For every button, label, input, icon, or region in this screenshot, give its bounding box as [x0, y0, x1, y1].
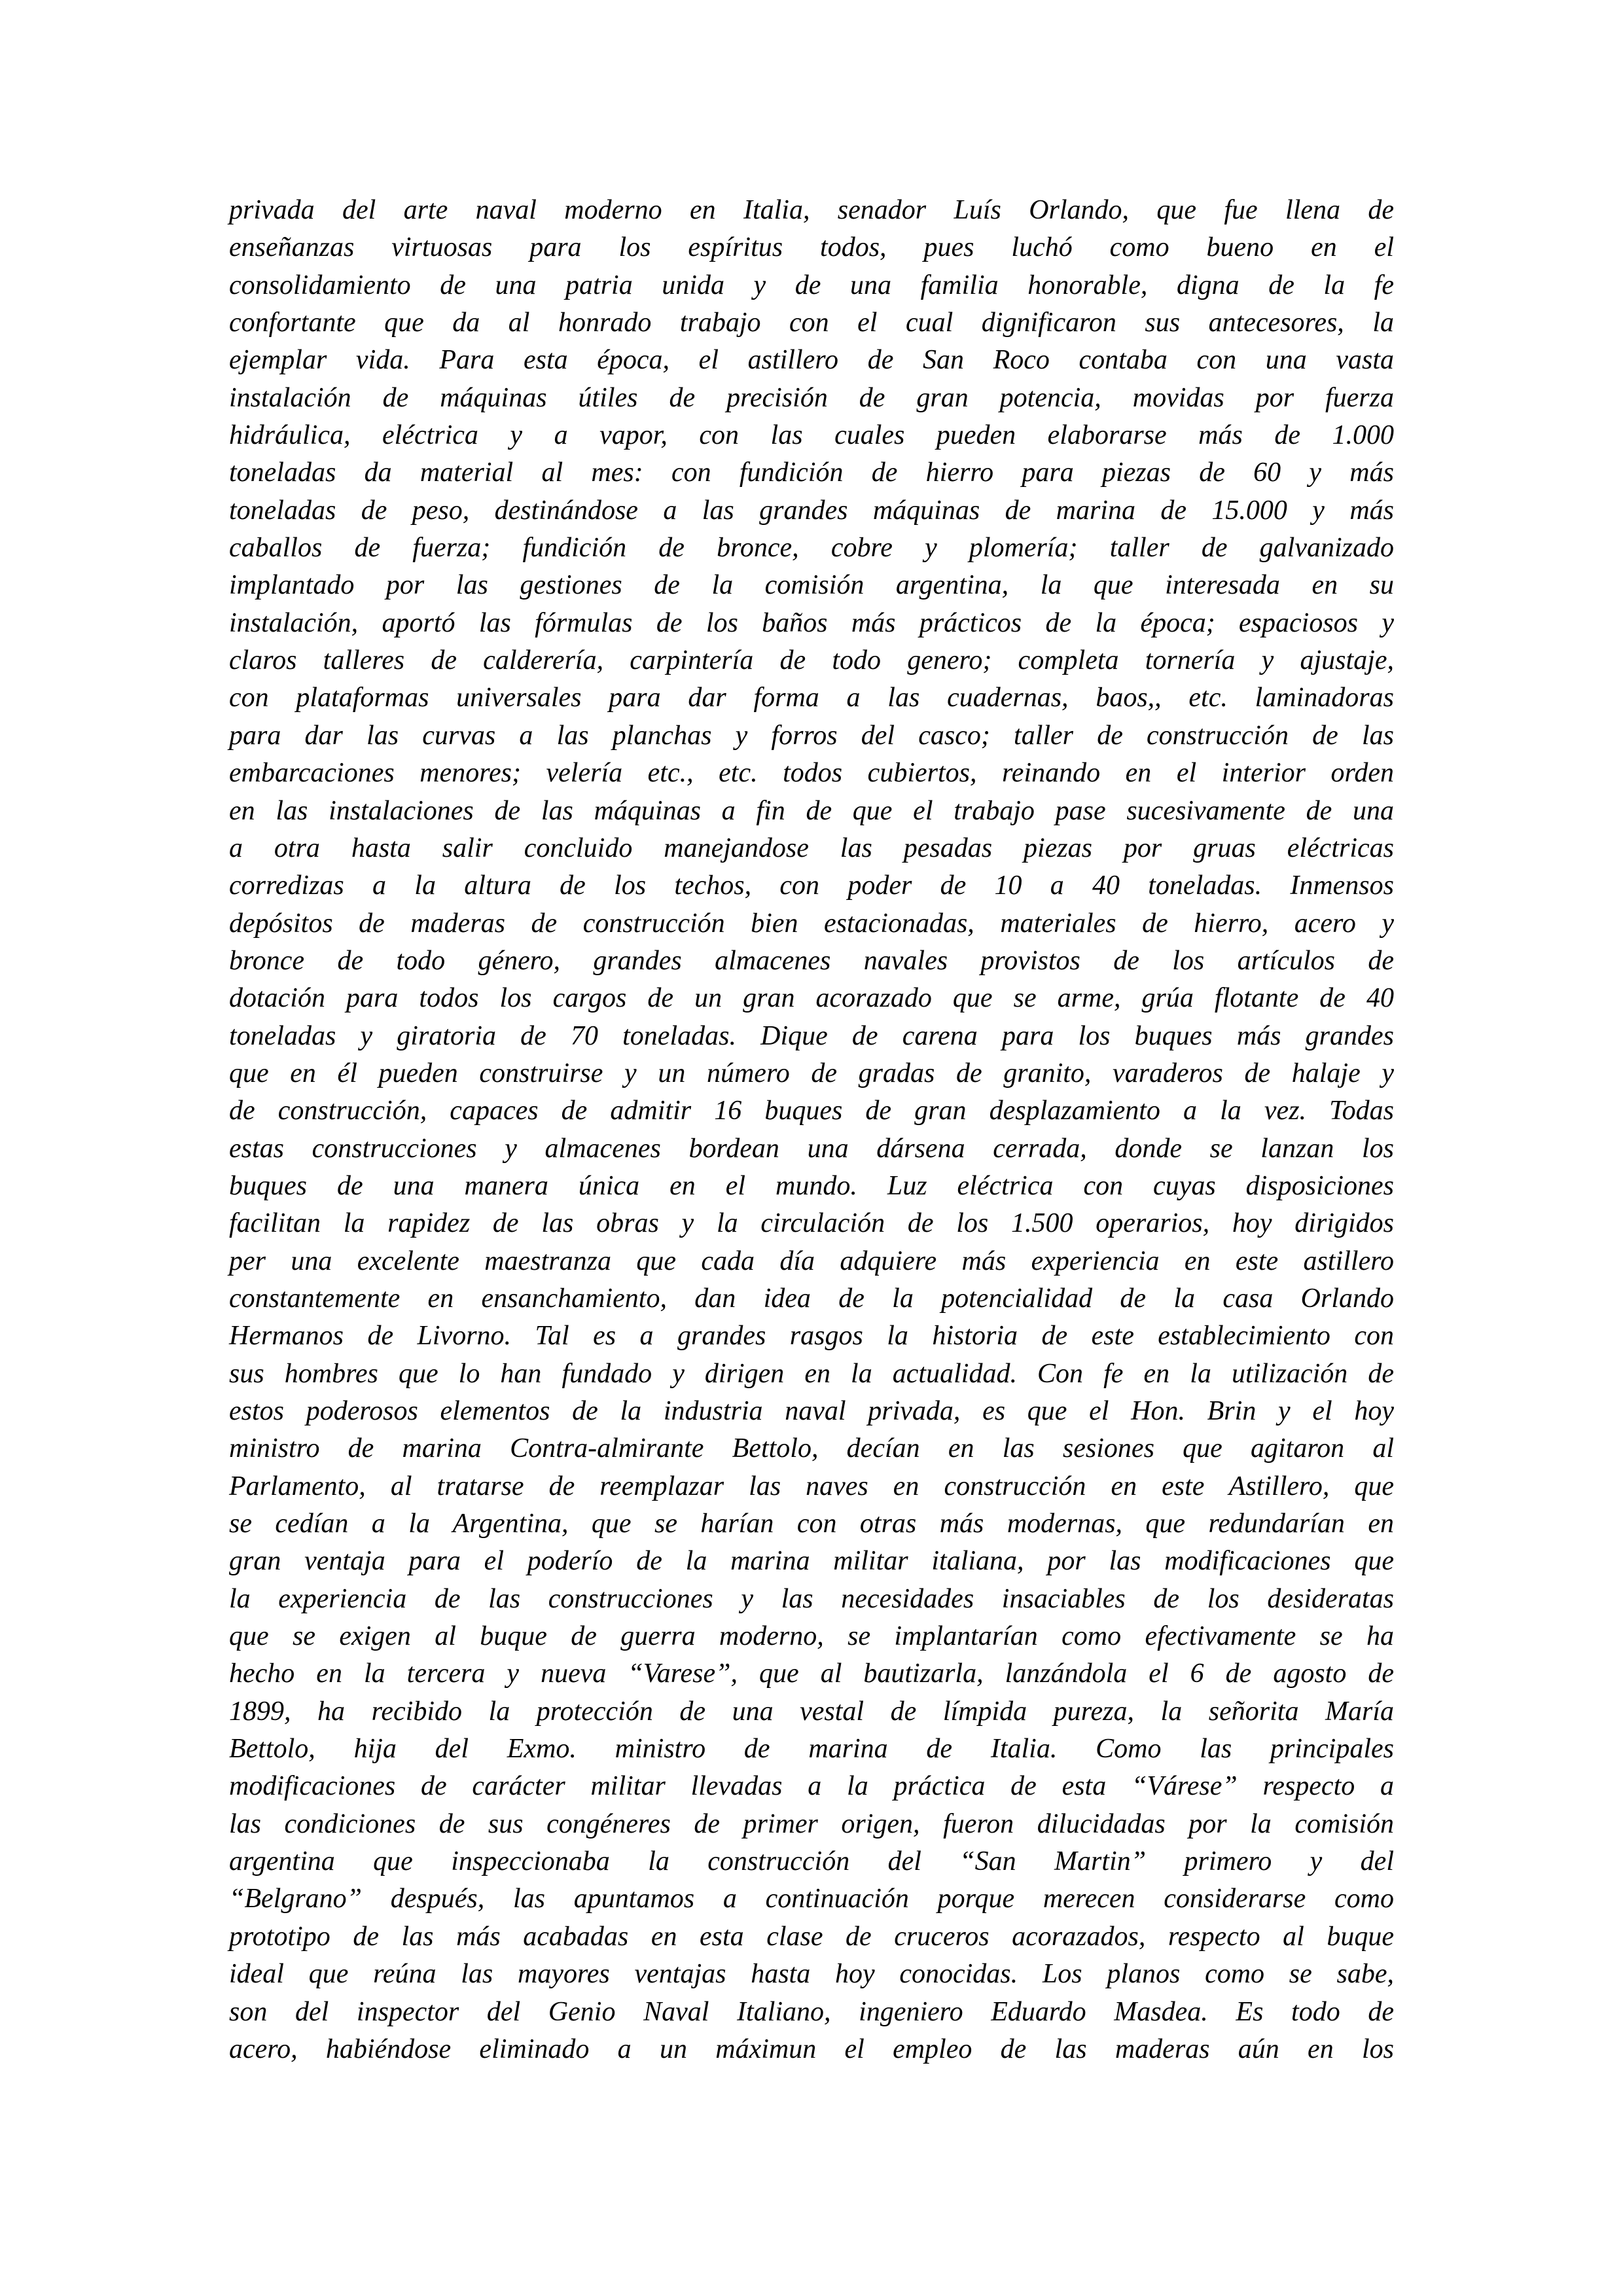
text-line-15: para dar las curvas a las planchas y forros del casco; taller de construcción de las: [229, 720, 1394, 751]
text-line-35: Parlamento, al tratarse de reemplazar las naves en construcción en este Astillero, que: [229, 1471, 1394, 1501]
text-line-29: per una excelente maestranza que cada día adquiere más experiencia en este astillero: [229, 1246, 1394, 1276]
text-line-32: sus hombres que lo han fundado y dirigen en la actualidad. Con fe en la utilización de: [229, 1358, 1394, 1389]
text-line-4: confortante que da al honrado trabajo con el cual dignificaron sus antecesores, la: [229, 308, 1394, 338]
text-line-46: “Belgrano” después, las apuntamos a continuación porque merecen considerarse como: [229, 1884, 1394, 1914]
text-line-7: hidráulica, eléctrica y a vapor, con las cuales pueden elaborarse más de 1.000: [229, 420, 1394, 451]
text-line-25: de construcción, capaces de admitir 16 buques de gran desplazamiento a la vez. Todas: [229, 1096, 1394, 1126]
text-line-45: argentina que inspeccionaba la construcción del “San Martin” primero y del: [229, 1846, 1394, 1877]
text-line-49: son del inspector del Genio Naval Italiano, ingeniero Eduardo Masdea. Es todo de: [229, 1996, 1394, 2027]
text-line-34: ministro de marina Contra-almirante Bettolo, decían en las sesiones que agitaron al: [229, 1433, 1394, 1464]
paragraph-text-block: [229, 192, 1394, 2068]
text-line-6: instalación de máquinas útiles de precisión de gran potencia, movidas por fuerza: [229, 382, 1394, 413]
text-line-44: las condiciones de sus congéneres de primer origen, fueron dilucidadas por la comisión: [229, 1808, 1394, 1839]
text-line-26: estas construcciones y almacenes bordean una dársena cerrada, donde se lanzan los: [229, 1133, 1394, 1164]
text-line-40: hecho en la tercera y nueva “Varese”, que al bautizarla, lanzándola el 6 de agosto de: [229, 1659, 1394, 1689]
text-line-2: enseñanzas virtuosas para los espíritus todos, pues luchó como bueno en el: [229, 232, 1394, 263]
text-line-42: Bettolo, hija del Exmo. ministro de marina de Italia. Como las principales: [229, 1734, 1394, 1765]
text-line-19: corredizas a la altura de los techos, con poder de 10 a 40 toneladas. Inmensos: [229, 870, 1394, 901]
text-line-24: que en él pueden construirse y un número de gradas de granito, varaderos de halaje y: [229, 1058, 1394, 1088]
text-line-41: 1899, ha recibido la protección de una vestal de límpida pureza, la señorita María: [229, 1696, 1394, 1727]
text-line-43: modificaciones de carácter militar llevadas a la práctica de esta “Várese” respecto a: [229, 1771, 1394, 1802]
text-line-31: Hermanos de Livorno. Tal es a grandes rasgos la historia de este establecimiento con: [229, 1321, 1394, 1352]
text-line-9: toneladas de peso, destinándose a las grandes máquinas de marina de 15.000 y más: [229, 495, 1394, 526]
text-line-13: claros talleres de calderería, carpintería de todo genero; completa tornería y ajustaje,: [229, 645, 1394, 676]
text-line-37: gran ventaja para el poderío de la marina militar italiana, por las modificaciones que: [229, 1546, 1394, 1577]
text-line-11: implantado por las gestiones de la comisión argentina, la que interesada en su: [229, 570, 1394, 601]
text-line-17: en las instalaciones de las máquinas a fin de que el trabajo pase sucesivamente de una: [229, 795, 1394, 826]
text-line-22: dotación para todos los cargos de un gran acorazado que se arme, grúa flotante de 40: [229, 983, 1394, 1014]
text-line-30: constantemente en ensanchamiento, dan idea de la potencialidad de la casa Orlando: [229, 1283, 1394, 1314]
text-line-39: que se exigen al buque de guerra moderno, se implantarían como efectivamente se ha: [229, 1621, 1394, 1652]
text-line-16: embarcaciones menores; velería etc., etc. todos cubiertos, reinando en el interior orden: [229, 758, 1394, 789]
text-line-50: acero, habiéndose eliminado a un máximun el empleo de las maderas aún en los: [229, 2034, 1394, 2064]
text-line-18: a otra hasta salir concluido manejandose las pesadas piezas por gruas eléctricas: [229, 833, 1394, 863]
text-line-36: se cedían a la Argentina, que se harían con otras más modernas, que redundarían en: [229, 1509, 1394, 1539]
text-line-12: instalación, aportó las fórmulas de los baños más prácticos de la época; espaciosos y: [229, 607, 1394, 638]
text-line-21: bronce de todo género, grandes almacenes navales provistos de los artículos de: [229, 945, 1394, 976]
text-line-3: consolidamiento de una patria unida y de una familia honorable, digna de la fe: [229, 270, 1394, 300]
text-line-47: prototipo de las más acabadas en esta clase de cruceros acorazados, respecto al buque: [229, 1921, 1394, 1952]
text-line-20: depósitos de maderas de construcción bien estacionadas, materiales de hierro, acero y: [229, 908, 1394, 939]
text-line-48: ideal que reúna las mayores ventajas hasta hoy conocidas. Los planos como se sabe,: [229, 1959, 1394, 1990]
text-line-28: facilitan la rapidez de las obras y la circulación de los 1.500 operarios, hoy dirigidos: [229, 1208, 1394, 1239]
text-line-8: toneladas da material al mes: con fundición de hierro para piezas de 60 y más: [229, 457, 1394, 488]
text-line-10: caballos de fuerza; fundición de bronce, cobre y plomería; taller de galvanizado: [229, 533, 1394, 564]
text-line-27: buques de una manera única en el mundo. Luz eléctrica con cuyas disposiciones: [229, 1170, 1394, 1201]
text-line-23: toneladas y giratoria de 70 toneladas. Dique de carena para los buques más grandes: [229, 1020, 1394, 1051]
text-line-5: ejemplar vida. Para esta época, el astillero de San Roco contaba con una vasta: [229, 345, 1394, 376]
text-line-1: privada del arte naval moderno en Italia, senador Luís Orlando, que fue llena de: [229, 195, 1394, 225]
text-line-38: la experiencia de las construcciones y las necesidades insaciables de los desideratas: [229, 1583, 1394, 1614]
text-line-33: estos poderosos elementos de la industria naval privada, es que el Hon. Brin y el hoy: [229, 1396, 1394, 1426]
text-line-14: con plataformas universales para dar forma a las cuadernas, baos,, etc. laminadoras: [229, 683, 1394, 713]
